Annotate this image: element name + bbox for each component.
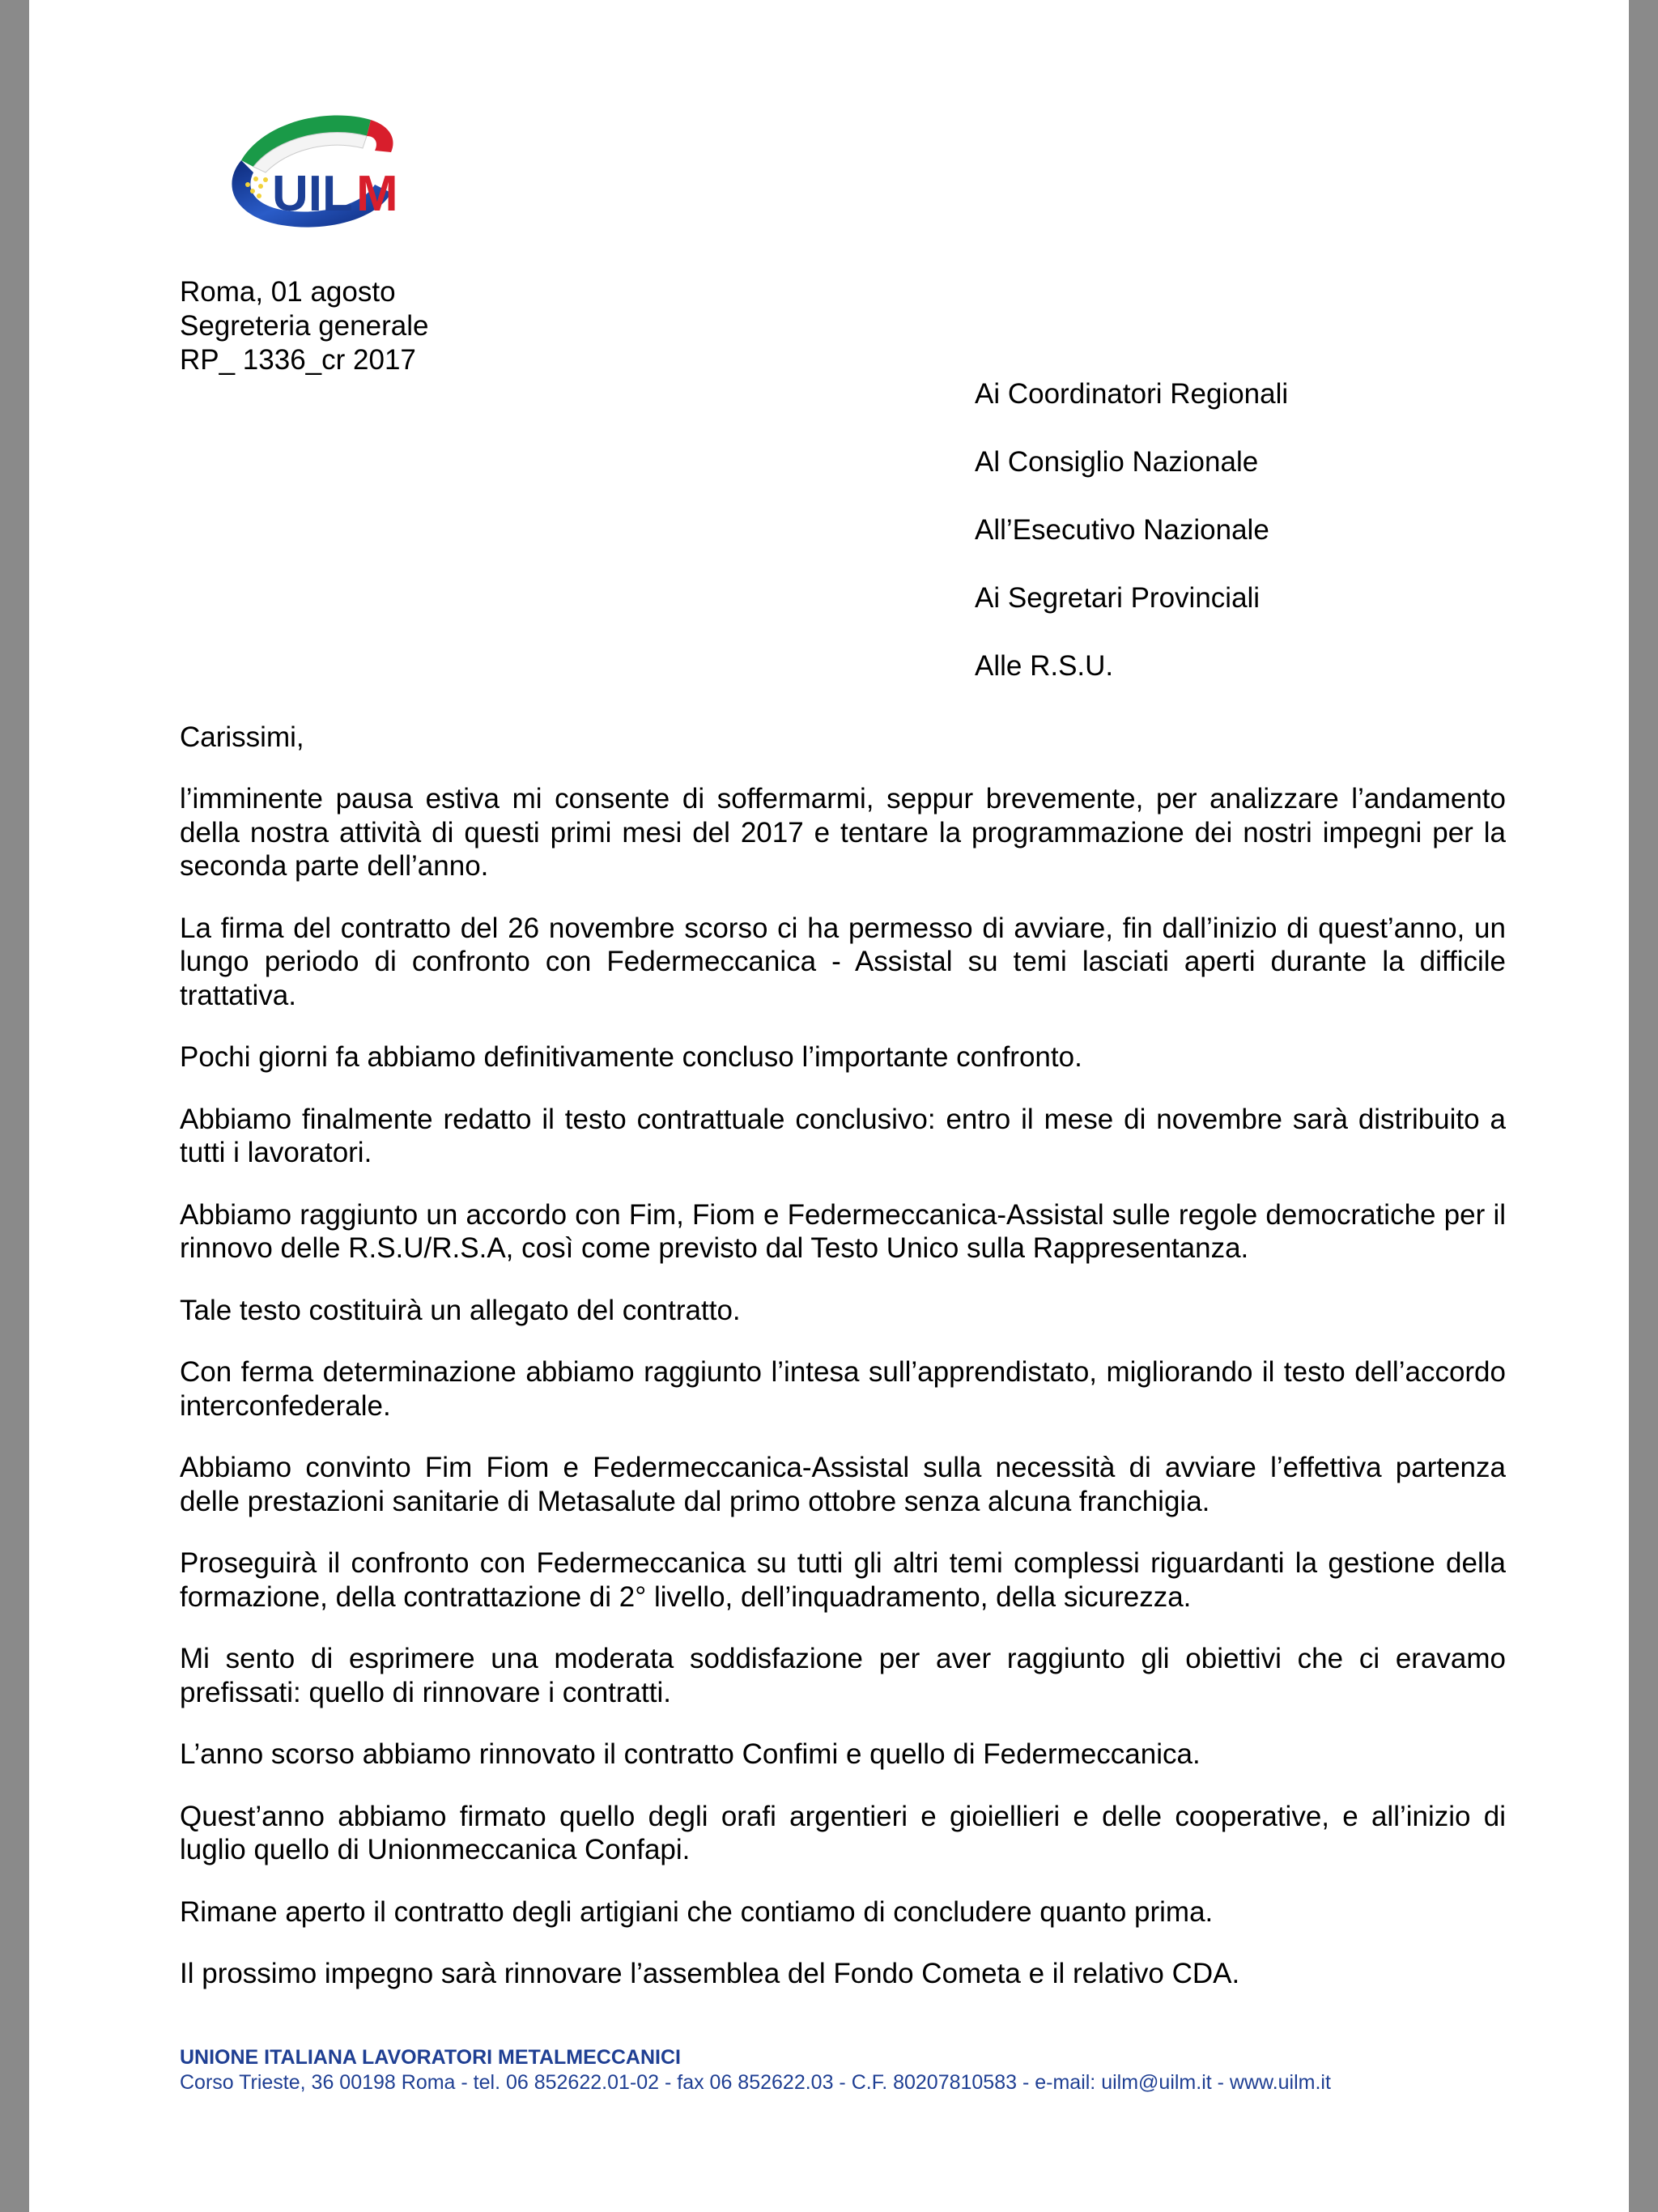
paragraph: Proseguirà il confronto con Federmeccanica su tutti gli altri temi complessi riguardanti la gestione della formazione, della contrattazione di 2° livello, dell’inquadramento, della sicurezza. bbox=[180, 1547, 1506, 1613]
salutation: Carissimi, bbox=[180, 721, 304, 753]
paragraph: Abbiamo convinto Fim Fiom e Federmeccanica-Assistal sulla necessità di avviare l’effettiva partenza delle prestazioni sanitarie di Metasalute dal primo ottobre senza alcuna franchigia. bbox=[180, 1452, 1506, 1517]
footer-address: Corso Trieste, 36 00198 Roma - tel. 06 852622.01-02 - fax 06 852622.03 - C.F. 80207810583 - e-mail: uilm@uilm.it - www.uilm.it bbox=[180, 2071, 1331, 2094]
recipient: Al Consiglio Nazionale bbox=[975, 446, 1259, 478]
logo-text-m: M bbox=[356, 166, 398, 222]
logo-text-uil: UIL bbox=[272, 166, 353, 222]
paragraph: Con ferma determinazione abbiamo raggiunto l’intesa sull’apprendistato, migliorando il testo dell’accordo interconfederale. bbox=[180, 1356, 1506, 1422]
paragraph: Rimane aperto il contratto degli artigiani che contiamo di concludere quanto prima. bbox=[180, 1895, 1214, 1928]
place-date: Roma, 01 agosto bbox=[180, 276, 396, 308]
recipient: Ai Coordinatori Regionali bbox=[975, 378, 1289, 410]
paragraph: Quest’anno abbiamo firmato quello degli orafi argentieri e gioiellieri e delle cooperative, e all’inizio di luglio quello di Unionmeccanica Confapi. bbox=[180, 1800, 1506, 1865]
recipient: Alle R.S.U. bbox=[975, 650, 1114, 682]
paragraph: Tale testo costituirà un allegato del contratto. bbox=[180, 1294, 741, 1326]
paragraph: Mi sento di esprimere una moderata soddisfazione per aver raggiunto gli obiettivi che ci eravamo prefissati: quello di rinnovare i contratti. bbox=[180, 1643, 1506, 1708]
letter-page bbox=[29, 0, 1629, 2212]
paragraph: L’anno scorso abbiamo rinnovato il contratto Confimi e quello di Federmeccanica. bbox=[180, 1738, 1201, 1770]
paragraph: Abbiamo finalmente redatto il testo contrattuale conclusivo: entro il mese di novembre sarà distribuito a tutti i lavoratori. bbox=[180, 1103, 1506, 1168]
paragraph: Il prossimo impegno sarà rinnovare l’assemblea del Fondo Cometa e il relativo CDA. bbox=[180, 1958, 1240, 1989]
office: Segreteria generale bbox=[180, 310, 429, 342]
footer-organization: UNIONE ITALIANA LAVORATORI METALMECCANICI bbox=[180, 2046, 681, 2069]
paragraph: La firma del contratto del 26 novembre scorso ci ha permesso di avviare, fin dall’inizio di quest’anno, un lungo periodo di confronto con Federmeccanica - Assistal su temi lasciati aperti durante la difficile trattativa. bbox=[180, 912, 1506, 1011]
uilm-logo bbox=[209, 104, 444, 241]
letter-header bbox=[180, 275, 428, 377]
paragraph: l’imminente pausa estiva mi consente di soffermarmi, seppur brevemente, per analizzare l’andamento della nostra attività di questi primi mesi del 2017 e tentare la programmazione dei nostri impegni per la seconda parte dell’anno. bbox=[180, 783, 1506, 882]
paragraph: Abbiamo raggiunto un accordo con Fim, Fiom e Federmeccanica-Assistal sulle regole democratiche per il rinnovo delle R.S.U/R.S.A, così come previsto dal Testo Unico sulla Rappresentanza. bbox=[180, 1198, 1506, 1264]
letter-footer bbox=[180, 2045, 1506, 2095]
recipients-list bbox=[975, 377, 1288, 717]
reference-number: RP_ 1336_cr 2017 bbox=[180, 344, 416, 376]
paragraph: Pochi giorni fa abbiamo definitivamente concluso l’importante confronto. bbox=[180, 1041, 1082, 1073]
letter-body bbox=[180, 782, 1506, 2019]
recipient: All’Esecutivo Nazionale bbox=[975, 514, 1269, 546]
recipient: Ai Segretari Provinciali bbox=[975, 582, 1261, 614]
